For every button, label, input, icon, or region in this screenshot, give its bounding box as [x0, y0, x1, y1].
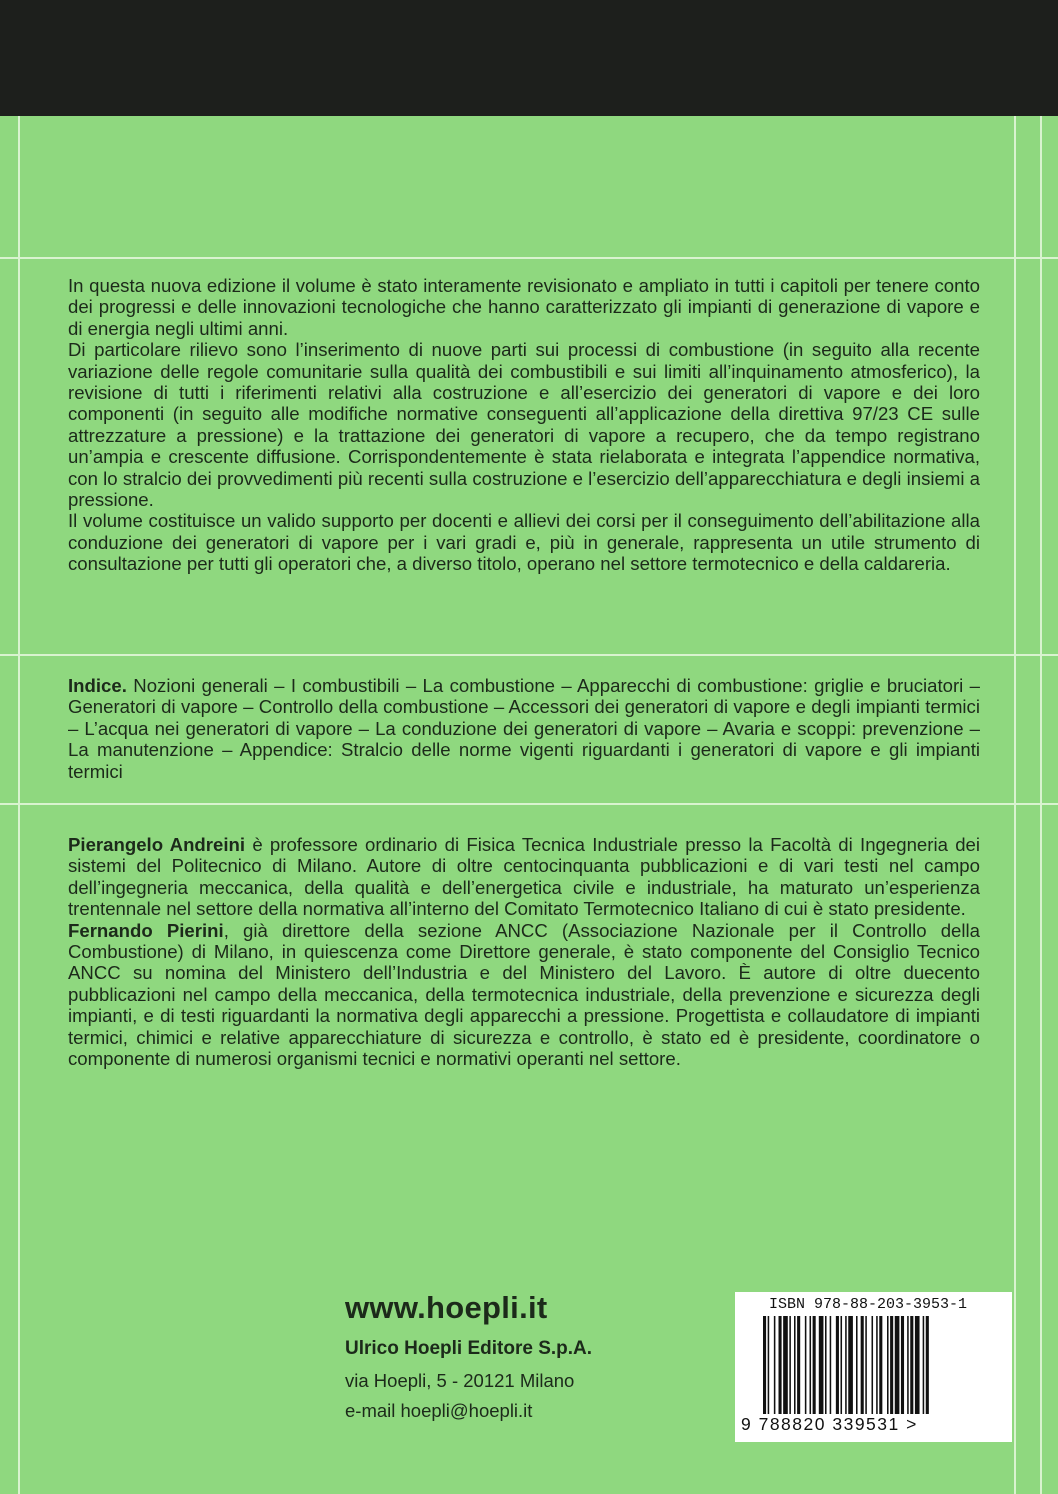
publisher-address: via Hoepli, 5 - 20121 Milano — [345, 1370, 575, 1391]
divider-middle — [0, 654, 1058, 656]
publisher-info — [345, 1290, 705, 1430]
far-right-rule-line — [1040, 116, 1042, 1494]
index-paragraph — [68, 675, 980, 782]
right-rule-line — [1014, 116, 1016, 1494]
barcode-digits: 9 788820 339531 > — [741, 1414, 918, 1434]
index-text: Nozioni generali – I combustibili – La combustione – Apparecchi di combustione: griglie e bruciatori – Generatori di vapore – Controllo della combustione – Accessori dei generatori di vapore e degli impianti termici – L’acqua nei generatori di vapore – La conduzione dei generatori di vapore – Avaria e scoppi: prevenzione – La manutenzione – Appendice: Stralcio delle norme vigenti riguardanti i generatori di vapore e gli impianti termici — [68, 675, 980, 782]
index-block — [68, 675, 980, 782]
description-paragraph-1: In questa nuova edizione il volume è stato interamente revisionato e ampliato in tutti i capitoli per tenere conto dei progressi e delle innovazioni tecnologiche che hanno caratterizzato gli impianti di generazione di vapore e di energia negli ultimi anni. — [68, 275, 980, 339]
isbn-barcode — [735, 1292, 1012, 1442]
top-dark-band — [0, 0, 1058, 116]
description-block — [68, 275, 980, 575]
publisher-name: Ulrico Hoepli Editore S.p.A. — [345, 1338, 593, 1359]
author-1-text: è professore ordinario di Fisica Tecnica Industriale presso la Facoltà di Ingegneria dei sistemi del Politecnico di Milano. Autore di oltre centocinquanta pubblicazioni e di vari testi nel campo dell’ingegneria meccanica, della qualità e dell’energetica civile e industriale, ha maturato un’esperienza trentennale nel settore della normativa all’interno del Comitato Termotecnico Italiano di cui è stato presidente. — [68, 834, 981, 920]
author-2-bio — [68, 920, 980, 1070]
divider-lower — [0, 803, 1058, 805]
authors-block — [68, 834, 980, 1069]
left-rule-line — [18, 116, 20, 1494]
barcode-bars-icon — [763, 1316, 983, 1414]
description-paragraph-2: Di particolare rilievo sono l’inserimento di nuove parti sui processi di combustione (in seguito alla recente variazione delle regole comunitarie sulla qualità dei combustibili e sui limiti all’inquinamento atmosferico), la revisione di tutti i riferimenti relativi alla costruzione e all’esercizio dei generatori di vapore e dei loro componenti (in seguito alle modifiche normative conseguenti all’applicazione della direttiva 97/23 CE sulle attrezzature a pressione) e la trattazione dei generatori di vapore a recupero, che da tempo registrano un’ampia e crescente diffusione. Corrispondentemente è stata rielaborata e integrata l’appendice normativa, con lo stralcio dei provvedimenti più recenti sulla costruzione e l’esercizio dell’apparecchiatura e degli insiemi a pressione. — [68, 339, 980, 511]
author-2-name: Fernando Pierini — [68, 919, 224, 941]
isbn-label: ISBN 978-88-203-3953-1 — [769, 1296, 968, 1313]
divider-top — [0, 257, 1058, 259]
author-1-bio — [68, 834, 980, 920]
publisher-email: e-mail hoepli@hoepli.it — [345, 1400, 533, 1421]
publisher-url-link[interactable]: www.hoepli.it — [345, 1290, 548, 1325]
index-label: Indice. — [68, 675, 127, 696]
author-2-text: , già direttore della sezione ANCC (Associazione Nazionale per il Controllo della Combustione) di Milano, in quiescenza come Direttore generale, è stato componente del Consiglio Tecnico ANCC su nomina del Ministero dell’Industria e del Ministero del Lavoro. È autore di oltre duecento pubblicazioni nel campo della meccanica, della termotecnica industriale, della prevenzione e sicurezza degli impianti, e di testi riguardanti la normativa degli apparecchi a pressione. Progettista e collaudatore di impianti termici, chimici e relative apparecchiature di sicurezza e controllo, è stato ed è presidente, coordinatore o componente di numerosi organismi tecnici e normativi operanti nel settore. — [68, 919, 980, 1070]
description-paragraph-3: Il volume costituisce un valido supporto per docenti e allievi dei corsi per il conseguimento dell’abilitazione alla conduzione dei generatori di vapore per i vari gradi e, più in generale, rappresenta un utile strumento di consultazione per tutti gli operatori che, a diverso titolo, operano nel settore termotecnico e della caldareria. — [68, 510, 980, 575]
author-1-name: Pierangelo Andreini — [68, 834, 246, 855]
